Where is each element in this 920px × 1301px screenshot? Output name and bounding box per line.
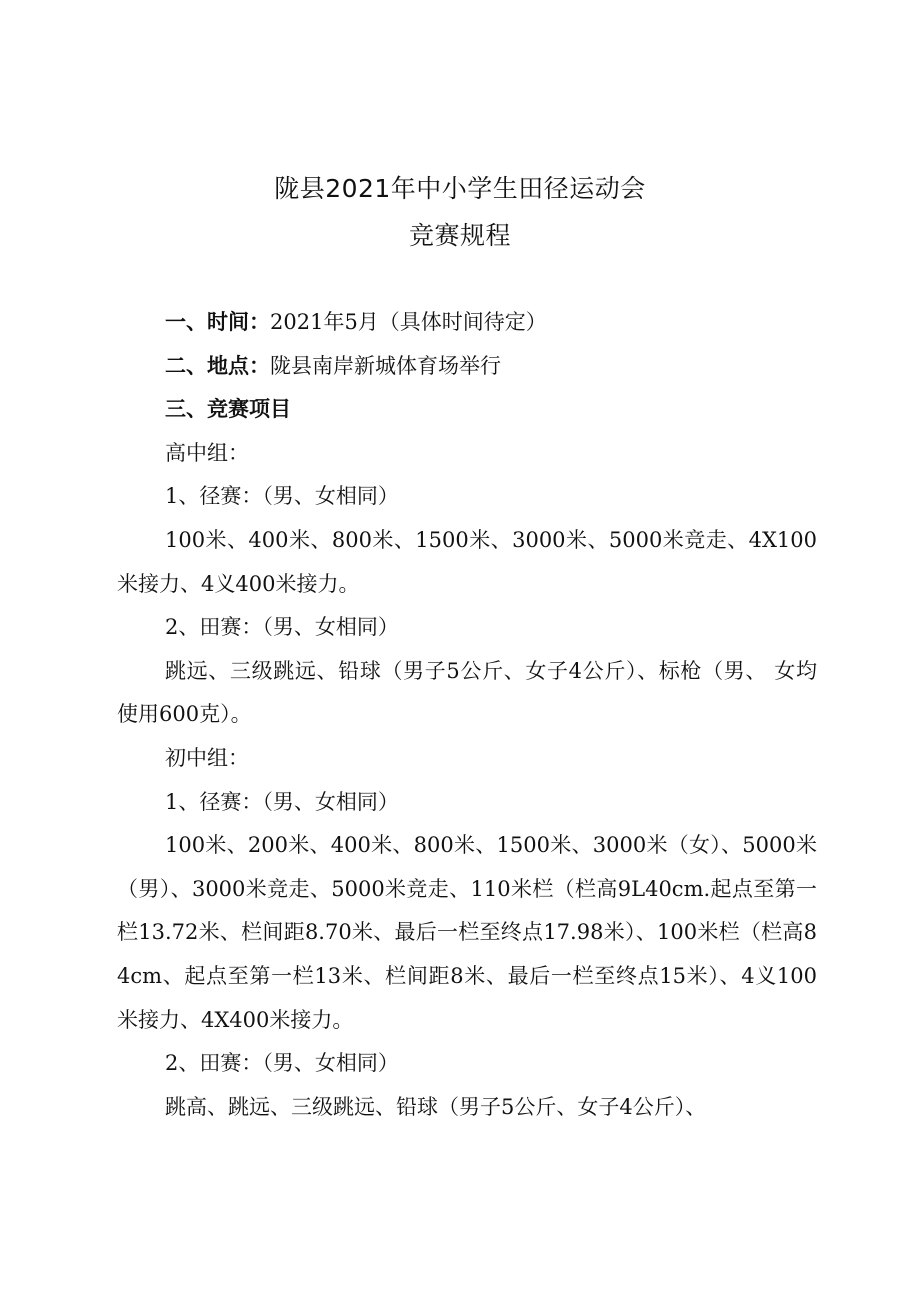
high-school-track-label: 1、径赛：（男、女相同） xyxy=(165,484,399,509)
high-school-group-label: 高中组： xyxy=(165,440,249,465)
section-time-label: 一、时间： xyxy=(165,310,270,334)
document-title: 陇县2021年中小学生田径运动会 xyxy=(274,174,646,203)
section-events xyxy=(117,388,817,432)
section-place xyxy=(117,345,817,389)
section-place-label: 二、地点： xyxy=(165,353,270,378)
document-body xyxy=(117,301,817,1129)
section-events-label: 三、竞赛项目 xyxy=(165,397,291,422)
high-school-field-label: 2、田赛：（男、女相同） xyxy=(165,615,399,640)
middle-school-group-label: 初中组： xyxy=(165,745,249,770)
section-time xyxy=(117,301,817,345)
high-school-field-events: 跳远、三级跳远、铅球（男子5公斤、女子4公斤）、标枪（男、 女均使用600克）。 xyxy=(117,658,817,727)
middle-school-field-events: 跳高、跳远、三级跳远、铅球（男子5公斤、女子4公斤）、 xyxy=(165,1094,707,1119)
section-place-text: 陇县南岸新城体育场举行 xyxy=(270,353,501,378)
middle-school-track-events: 100米、200米、400米、800米、1500米、3000米（女）、5000米（男）、3000米竞走、5000米竞走、110米栏（栏高9L40cm.起点至第一栏13.72米、栏间距8.70米、最后一栏至终点17.98米）、100米栏（栏高84cm、起点至第一栏13米、栏间距8米、最后一栏至终点15米）、4义100米接力、4X400米接力。 xyxy=(117,833,817,1032)
middle-school-field-label: 2、田赛：（男、女相同） xyxy=(165,1051,399,1076)
document-subtitle: 竞赛规程 xyxy=(408,221,511,250)
section-time-text: 2021年5月（具体时间待定） xyxy=(270,310,547,334)
middle-school-track-label: 1、径赛：（男、女相同） xyxy=(165,789,399,814)
high-school-track-events: 100米、400米、800米、1500米、3000米、5000米竞走、4X100米接力、4义400米接力。 xyxy=(117,527,817,596)
